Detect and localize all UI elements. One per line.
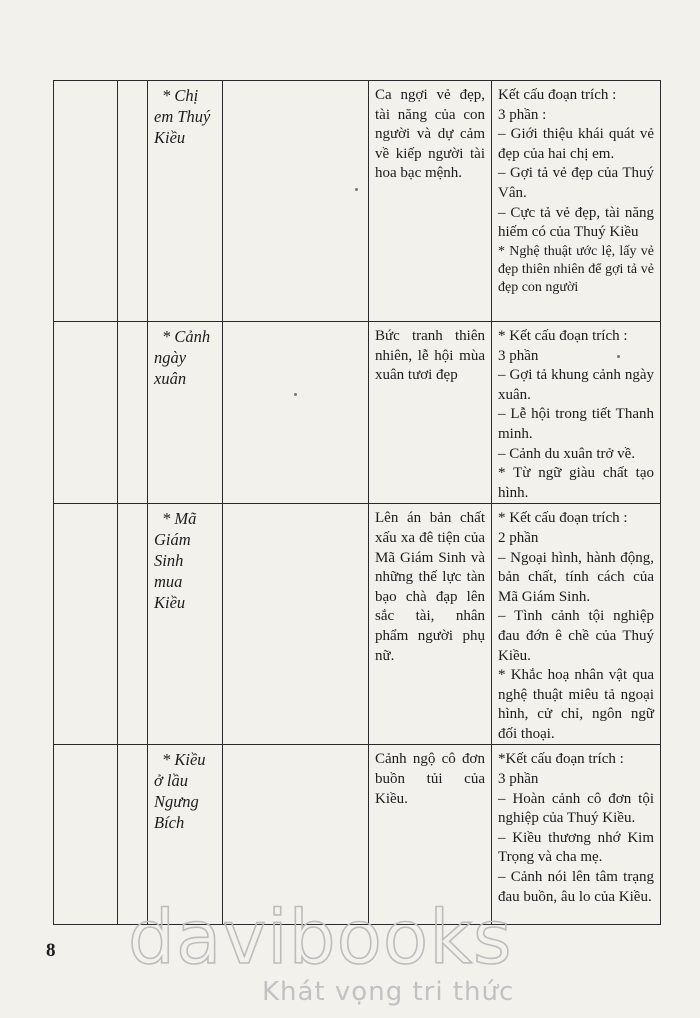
title-line: Bích	[154, 813, 185, 833]
title-line: Giám	[154, 530, 191, 550]
excerpt-content: Bức tranh thiên nhiên, lễ hội mùa xuân tươi đẹp	[369, 322, 492, 504]
title-line: * Cảnh	[162, 327, 211, 346]
blank-cell	[118, 322, 148, 504]
blank-cell	[54, 504, 118, 745]
excerpt-content: Ca ngợi vẻ đẹp, tài năng của con người và dự cảm về kiếp người tài hoa bạc mệnh.	[369, 81, 492, 322]
title-line: ở lầu	[154, 771, 189, 791]
structure-line: – Cảnh du xuân trở về.	[498, 445, 636, 462]
excerpt-structure	[492, 745, 661, 925]
blank-cell	[223, 504, 369, 745]
excerpt-structure	[492, 322, 661, 504]
excerpt-title	[148, 81, 223, 322]
blank-cell	[54, 322, 118, 504]
structure-line: * Kết cấu đoạn trích :	[498, 510, 628, 527]
structure-line: * Nghệ thuật ước lệ, lấy vẻ đẹp thiên nhiên để gợi tả vẻ đẹp con người	[498, 243, 654, 295]
watermark-brand: davibooks	[128, 895, 513, 981]
excerpt-title	[148, 322, 223, 504]
structure-line: 3 phần	[498, 347, 539, 364]
title-line: xuân	[154, 369, 187, 388]
structure-line: – Ngoại hình, hành động, bản chất, tính cách của Mã Giám Sinh.	[498, 549, 654, 605]
title-line: Sinh	[154, 551, 184, 571]
table-row	[54, 322, 661, 504]
structure-line: – Lễ hội trong tiết Thanh minh.	[498, 406, 654, 442]
blank-cell	[54, 745, 118, 925]
excerpt-content: Cảnh ngộ cô đơn buồn tủi của Kiều.	[369, 745, 492, 925]
paper-speck	[294, 393, 297, 396]
structure-line: – Giới thiệu khái quát vẻ đẹp của hai chị em.	[498, 126, 654, 162]
structure-line: 3 phần :	[498, 106, 547, 123]
structure-line: * Từ ngữ giàu chất tạo hình.	[498, 465, 654, 501]
title-line: Kiều	[154, 128, 186, 147]
structure-line: – Gợi tả khung cảnh ngày xuân.	[498, 367, 654, 403]
structure-line: – Kiều thương nhớ Kim Trọng và cha mẹ.	[498, 829, 654, 866]
table-row	[54, 504, 661, 745]
blank-cell	[223, 81, 369, 322]
structure-line: – Tình cảnh tội nghiệp đau đớn ê chề của Thuý Kiều.	[498, 608, 654, 664]
page-number: 8	[46, 940, 56, 961]
title-line: * Chị	[162, 86, 199, 105]
watermark-slogan: Khát vọng tri thức	[262, 977, 515, 1007]
structure-line: * Khắc hoạ nhân vật qua nghệ thuật miêu tả ngoại hình, cử chỉ, ngôn ngữ đối thoại.	[498, 667, 654, 742]
excerpt-structure	[492, 81, 661, 322]
title-line: Ngưng	[154, 792, 199, 812]
structure-line: 2 phần	[498, 529, 539, 546]
structure-line: – Gợi tả vẻ đẹp của Thuý Vân.	[498, 165, 654, 201]
excerpt-content: Lên án bản chất xấu xa đê tiện của Mã Giám Sinh và những thế lực tàn bạo chà đạp lên sắc tài, nhân phẩm người phụ nữ.	[369, 504, 492, 745]
structure-line: 3 phần	[498, 771, 539, 788]
title-line: * Kiều	[162, 750, 206, 770]
blank-cell	[223, 322, 369, 504]
title-line: mua	[154, 572, 183, 592]
structure-line: * Kết cấu đoạn trích :	[498, 328, 628, 344]
structure-line: Kết cấu đoạn trích :	[498, 87, 617, 103]
title-line: ngày	[154, 348, 187, 367]
literature-table	[53, 80, 661, 925]
structure-line: – Cảnh nói lên tâm trạng đau buồn, âu lo của Kiều.	[498, 869, 654, 905]
title-line: * Mã	[162, 509, 197, 529]
excerpt-structure	[492, 504, 661, 745]
table-row	[54, 81, 661, 322]
structure-line: – Cực tả vẻ đẹp, tài năng hiếm có của Thuý Kiều	[498, 204, 654, 241]
structure-line: – Hoàn cảnh cô đơn tội nghiệp của Thuý Kiều.	[498, 790, 654, 827]
title-line: Kiều	[154, 593, 186, 613]
blank-cell	[118, 504, 148, 745]
structure-line: *Kết cấu đoạn trích :	[498, 751, 624, 768]
paper-speck	[617, 355, 620, 358]
excerpt-title	[148, 504, 223, 745]
blank-cell	[54, 81, 118, 322]
paper-speck	[355, 188, 358, 191]
blank-cell	[118, 81, 148, 322]
title-line: em Thuý	[154, 107, 211, 126]
